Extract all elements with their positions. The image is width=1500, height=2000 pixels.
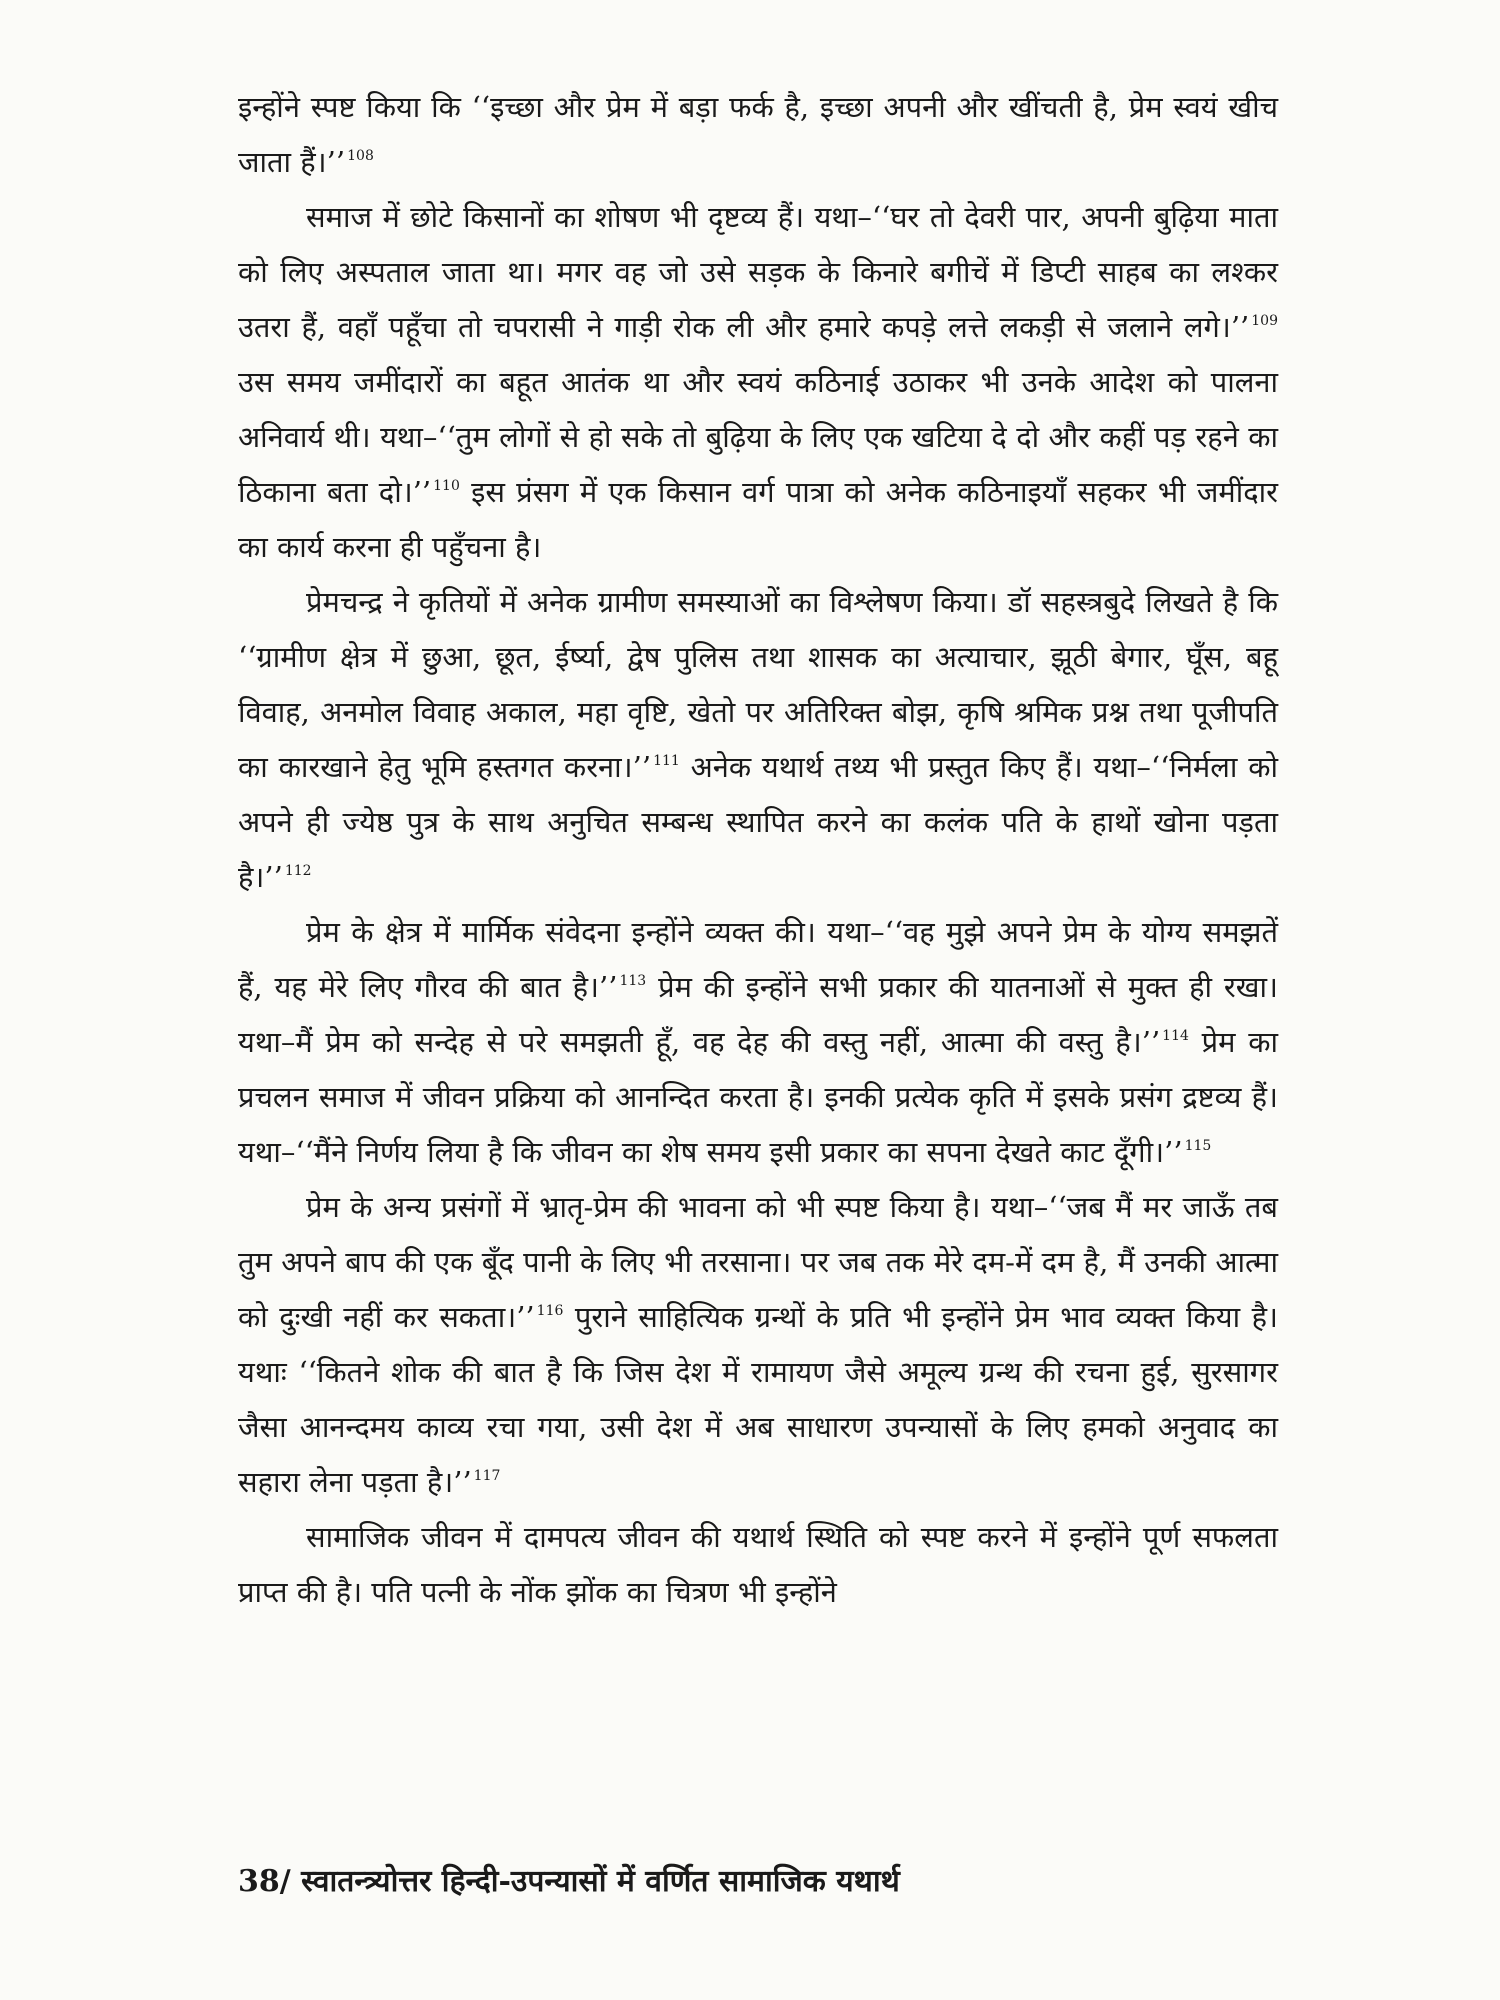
footnote-ref: 108 — [347, 148, 374, 164]
paragraph-text: समाज में छोटे किसानों का शोषण भी दृष्टव्य हैं। यथा–‘‘घर तो देवरी पार, अपनी बुढ़िया माता को लिए अस्पताल जाता था। मगर वह जो उसे सड़क के किनारे बगीचें में डिप्टी साहब का लश्कर उतरा हैं, वहाँ पहूँचा तो चपरासी ने गाड़ी रोक ली और हमारे कपड़े लत्ते लकड़ी से जलाने लगे।’’ — [238, 200, 1278, 344]
footnote-ref: 117 — [473, 1468, 501, 1484]
page-footer: 38/ स्वातन्त्र्योत्तर हिन्दी-उपन्यासों में वर्णित सामाजिक यथार्थ — [238, 1864, 900, 1899]
paragraph-text: प्रेम की इन्होंने सभी प्रकार की यातनाओं से मुक्त ही रखा। यथा–मैं प्रेम को सन्देह से परे समझती हूँ, वह देह की वस्तु नहीं, आत्मा की वस्तु है।’’ — [238, 970, 1279, 1059]
paragraph-text: प्रेम के अन्य प्रसंगों में भ्रातृ-प्रेम की भावना को भी स्पष्ट किया है। यथा–‘‘जब मैं मर जाऊँ तब तुम अपने बाप की एक बूँद पानी के लिए भी तरसाना। पर जब तक मेरे दम-में दम है, मैं उनकी आत्मा को दुःखी नहीं कर सकता।’’ — [238, 1190, 1278, 1334]
footnote-ref: 112 — [284, 863, 312, 879]
paragraph-text: सामाजिक जीवन में दामपत्य जीवन की यथार्थ स्थिति को स्पष्ट करने में इन्होंने पूर्ण सफलता प्राप्त की है। पति पत्नी के नोंक झोंक का चित्रण भी इन्होंने — [238, 1520, 1278, 1609]
paragraph-2 — [238, 190, 1278, 575]
paragraph-text: उस समय जमींदारों का बहूत आतंक था और स्वयं कठिनाई उठाकर भी उनके आदेश को पालना अनिवार्य थी। यथा–‘‘तुम लोगों से हो सके तो बुढ़िया के लिए एक खटिया दे दो और कहीं पड़ रहने का ठिकाना बता दो।’’ — [238, 365, 1278, 509]
paragraph-text: इस प्रंसग में एक किसान वर्ग पात्रा को अनेक कठिनाइयाँ सहकर भी जमींदार का कार्य करना ही पहुँचना है। — [238, 475, 1278, 564]
footnote-ref: 113 — [619, 973, 647, 989]
footnote-ref: 110 — [433, 478, 460, 494]
footnote-ref: 116 — [536, 1303, 564, 1319]
footnote-ref: 109 — [1251, 313, 1278, 329]
paragraph-text: पुराने साहित्यिक ग्रन्थों के प्रति भी इन्होंने प्रेम भाव व्यक्त किया है। यथाः ‘‘कितने शोक की बात है कि जिस देश में रामायण जैसे अमूल्य ग्रन्थ की रचना हुई, सुरसागर जैसा आनन्दमय काव्य रचा गया, उसी देश में अब साधारण उपन्यासों के लिए हमको अनुवाद का सहारा लेना पड़ता है।’’ — [238, 1300, 1278, 1499]
paragraph-1 — [238, 80, 1278, 190]
paragraph-5 — [238, 1180, 1278, 1510]
page-body — [238, 80, 1278, 1620]
footnote-ref: 115 — [1184, 1138, 1212, 1154]
paragraph-text: प्रेम के क्षेत्र में मार्मिक संवेदना इन्होंने व्यक्त की। यथा–‘‘वह मुझे अपने प्रेम के योग्य समझतें हैं, यह मेरे लिए गौरव की बात है।’’ — [238, 915, 1278, 1004]
paragraph-3 — [238, 575, 1278, 905]
paragraph-text: प्रेम का प्रचलन समाज में जीवन प्रक्रिया को आनन्दित करता है। इनकी प्रत्येक कृति में इसके प्रसंग द्रष्टव्य हैं। यथा–‘‘मैंने निर्णय लिया है कि जीवन का शेष समय इसी प्रकार का सपना देखते काट दूँगी।’’ — [238, 1025, 1278, 1169]
paragraph-text: इन्होंने स्पष्ट किया कि ‘‘इच्छा और प्रेम में बड़ा फर्क है, इच्छा अपनी और खींचती है, प्रेम स्वयं खीच जाता हैं।’’ — [238, 90, 1278, 179]
footnote-ref: 111 — [653, 753, 680, 769]
paragraph-6 — [238, 1510, 1278, 1620]
paragraph-4 — [238, 905, 1278, 1180]
footnote-ref: 114 — [1162, 1028, 1189, 1044]
paragraph-text: प्रेमचन्द्र ने कृतियों में अनेक ग्रामीण समस्याओं का विश्लेषण किया। डॉ सहस्त्रबुदे लिखते है कि ‘‘ग्रामीण क्षेत्र में छुआ, छूत, ईर्ष्या, द्वेष पुलिस तथा शासक का अत्याचार, झूठी बेगार, घूँस, बहू विवाह, अनमोल विवाह अकाल, महा वृष्टि, खेतो पर अतिरिक्त बोझ, कृषि श्रमिक प्रश्न तथा पूजीपति का कारखाने हेतु भूमि हस्तगत करना।’’ — [238, 585, 1278, 784]
paragraph-text: अनेक यथार्थ तथ्य भी प्रस्तुत किए हैं। यथा–‘‘निर्मला को अपने ही ज्येष्ठ पुत्र के साथ अनुचित सम्बन्ध स्थापित करने का कलंक पति के हाथों खोना पड़ता है।’’ — [238, 750, 1279, 894]
